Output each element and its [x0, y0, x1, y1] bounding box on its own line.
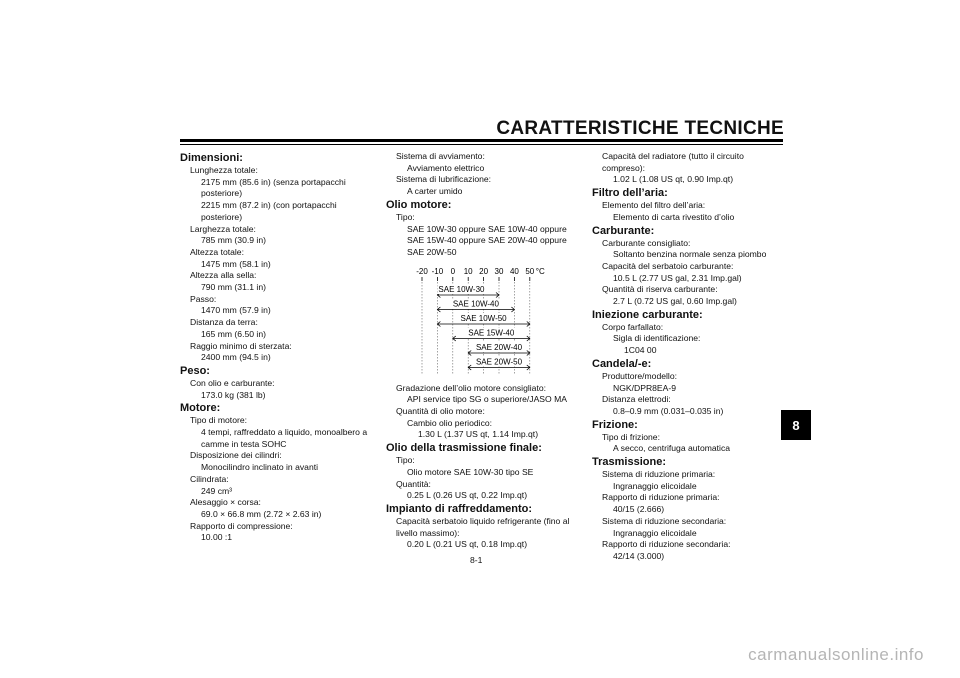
spec-line: 1C04 00	[624, 345, 657, 356]
series-label: SAE 10W-30	[438, 284, 485, 294]
spec-line: Elemento del filtro dell’aria:	[602, 200, 706, 211]
spec-line: livello massimo):	[396, 527, 460, 538]
title-rule-thin	[180, 144, 783, 145]
series-label: SAE 20W-50	[475, 357, 523, 367]
spec-line: Tipo di frizione:	[602, 431, 660, 442]
spec-line: Capacità del serbatoio carburante:	[602, 260, 734, 271]
spec-line: 2215 mm (87.2 in) (con portapacchi	[201, 200, 337, 211]
tick-label: 40	[509, 266, 519, 276]
spec-line: Distanza da terra:	[190, 317, 258, 328]
spec-line: 165 mm (6.50 in)	[201, 328, 266, 339]
spec-line: Elemento di carta rivestito d’olio	[613, 211, 735, 222]
spec-line: compreso):	[602, 162, 645, 173]
spec-line: 69.0 × 66.8 mm (2.72 × 2.63 in)	[201, 508, 322, 519]
spec-line: Tipo di motore:	[190, 415, 247, 426]
spec-line: posteriore)	[201, 211, 243, 222]
page-number: 8-1	[470, 555, 483, 565]
spec-line: Altezza totale:	[190, 246, 244, 257]
spec-line: Sistema di riduzione secondaria:	[602, 515, 727, 526]
spec-line: 4 tempi, raffreddato a liquido, monoalbero a	[201, 427, 368, 438]
spec-line: 790 mm (31.1 in)	[201, 282, 266, 293]
spec-line: 2175 mm (85.6 in) (senza portapacchi	[201, 176, 346, 187]
spec-line: Gradazione dell’olio motore consigliato:	[396, 382, 546, 393]
spec-line: Cambio olio periodico:	[407, 417, 493, 428]
spec-line: 173.0 kg (381 lb)	[201, 389, 266, 400]
unit-label: °C	[535, 266, 545, 276]
spec-line: Sistema di avviamento:	[396, 151, 485, 161]
spec-line: Distanza elettrodi:	[602, 394, 671, 405]
spec-line: A secco, centrifuga automatica	[613, 443, 731, 454]
spec-line: Alesaggio × corsa:	[190, 497, 261, 508]
spec-line: Sistema di riduzione primaria:	[602, 469, 716, 480]
page-title: CARATTERISTICHE TECNICHE	[496, 118, 784, 139]
spec-line: 1475 mm (58.1 in)	[201, 258, 271, 269]
series-label: SAE 15W-40	[468, 328, 515, 338]
spec-line: Ingranaggio elicoidale	[613, 480, 697, 491]
spec-line: Lunghezza totale:	[190, 165, 258, 175]
section-heading: Impianto di raffreddamento:	[386, 502, 533, 515]
spec-column-2	[386, 151, 586, 551]
section-heading: Olio della trasmissione finale:	[386, 442, 542, 455]
section-heading: Filtro dell’aria:	[592, 187, 668, 200]
tick-label: 50	[525, 266, 535, 276]
spec-line: Passo:	[190, 293, 217, 304]
spec-line: 0.25 L (0.26 US qt, 0.22 Imp.qt)	[407, 490, 528, 501]
oil-chart-svg	[386, 265, 586, 377]
spec-line: Corpo farfallato:	[602, 321, 664, 332]
spec-line: Larghezza totale:	[190, 223, 256, 234]
spec-line: Capacità serbatoio liquido refrigerante (fino al	[396, 515, 570, 526]
spec-line: A carter umido	[407, 186, 463, 197]
title-rule-thick	[180, 139, 783, 142]
spec-line: Raggio minimo di sterzata:	[190, 340, 292, 351]
series-label: SAE 10W-50	[460, 313, 507, 323]
spec-line: 785 mm (30.9 in)	[201, 235, 266, 246]
section-heading: Dimensioni:	[180, 152, 243, 164]
spec-line: Capacità del radiatore (tutto il circuito	[602, 151, 744, 161]
spec-line: Tipo:	[396, 455, 415, 466]
spec-line: Rapporto di riduzione secondaria:	[602, 539, 731, 550]
tick-label: -20	[416, 266, 428, 276]
watermark: carmanualsonline.info	[748, 645, 924, 664]
spec-line: Carburante consigliato:	[602, 237, 691, 248]
spec-line: Cilindrata:	[190, 473, 229, 484]
spec-line: Disposizione dei cilindri:	[190, 450, 282, 461]
section-heading: Iniezione carburante:	[592, 308, 703, 321]
spec-line: 1.30 L (1.37 US qt, 1.14 Imp.qt)	[418, 429, 539, 440]
spec-line: SAE 15W-40 oppure SAE 20W-40 oppure	[407, 235, 567, 246]
section-heading: Carburante:	[592, 224, 655, 237]
spec-line: 249 cm³	[201, 485, 233, 496]
section-heading: Motore:	[180, 402, 221, 415]
section-heading: Frizione:	[592, 418, 638, 431]
spec-line: Ingranaggio elicoidale	[613, 527, 697, 538]
spec-line: 42/14 (3.000)	[613, 550, 665, 561]
spec-line: 1470 mm (57.9 in)	[201, 305, 271, 316]
tick-label: 20	[479, 266, 489, 276]
spec-line: 0.20 L (0.21 US qt, 0.18 Imp.qt)	[407, 539, 528, 550]
spec-column-1	[180, 151, 375, 544]
tick-label: 30	[494, 266, 504, 276]
spec-line: Avviamento elettrico	[407, 162, 485, 173]
spec-line: Quantità:	[396, 478, 431, 489]
spec-line: 2.7 L (0.72 US gal, 0.60 Imp.gal)	[613, 296, 737, 307]
spec-line: Con olio e carburante:	[190, 377, 275, 388]
spec-line: Produttore/modello:	[602, 370, 677, 381]
tick-label: 10	[463, 266, 473, 276]
spec-line: posteriore)	[201, 188, 243, 199]
series-label: SAE 20W-40	[475, 342, 523, 352]
section-heading: Peso:	[180, 364, 210, 377]
oil-viscosity-chart	[386, 265, 586, 377]
spec-line: 1.02 L (1.08 US qt, 0.90 Imp.qt)	[613, 174, 734, 185]
spec-column-3	[592, 151, 782, 563]
spec-line: API service tipo SG o superiore/JASO MA	[407, 394, 567, 405]
section-heading: Candela/-e:	[592, 357, 652, 370]
spec-line: 10.00 :1	[201, 532, 233, 543]
spec-line: 40/15 (2.666)	[613, 504, 665, 515]
series-label: SAE 10W-40	[452, 299, 499, 309]
spec-line: Monocilindro inclinato in avanti	[201, 462, 319, 473]
spec-line: 0.8–0.9 mm (0.031–0.035 in)	[613, 405, 724, 416]
spec-line: Rapporto di compressione:	[190, 520, 293, 531]
spec-line: Quantità di riserva carburante:	[602, 284, 718, 295]
spec-line: 2400 mm (94.5 in)	[201, 352, 271, 363]
section-heading: Olio motore:	[386, 198, 452, 211]
spec-line: Altezza alla sella:	[190, 270, 257, 281]
spec-line: SAE 10W-30 oppure SAE 10W-40 oppure	[407, 223, 567, 234]
spec-line: NGK/DPR8EA-9	[613, 382, 677, 393]
spec-line: camme in testa SOHC	[201, 438, 287, 449]
chapter-tab: 8	[781, 410, 811, 440]
spec-line: 10.5 L (2.77 US gal, 2.31 Imp.gal)	[613, 272, 742, 283]
spec-line: Sistema di lubrificazione:	[396, 174, 492, 185]
tick-label: -10	[431, 266, 444, 276]
spec-line: Tipo:	[396, 211, 415, 222]
spec-line: Olio motore SAE 10W-30 tipo SE	[407, 466, 534, 477]
spec-line: SAE 20W-50	[407, 246, 457, 257]
spec-line: Soltanto benzina normale senza piombo	[613, 249, 767, 260]
tick-label: 0	[450, 266, 456, 276]
spec-line: Rapporto di riduzione primaria:	[602, 492, 720, 503]
spec-line: Quantità di olio motore:	[396, 406, 485, 417]
section-heading: Trasmissione:	[592, 456, 666, 469]
spec-line: Sigla di identificazione:	[613, 333, 701, 344]
